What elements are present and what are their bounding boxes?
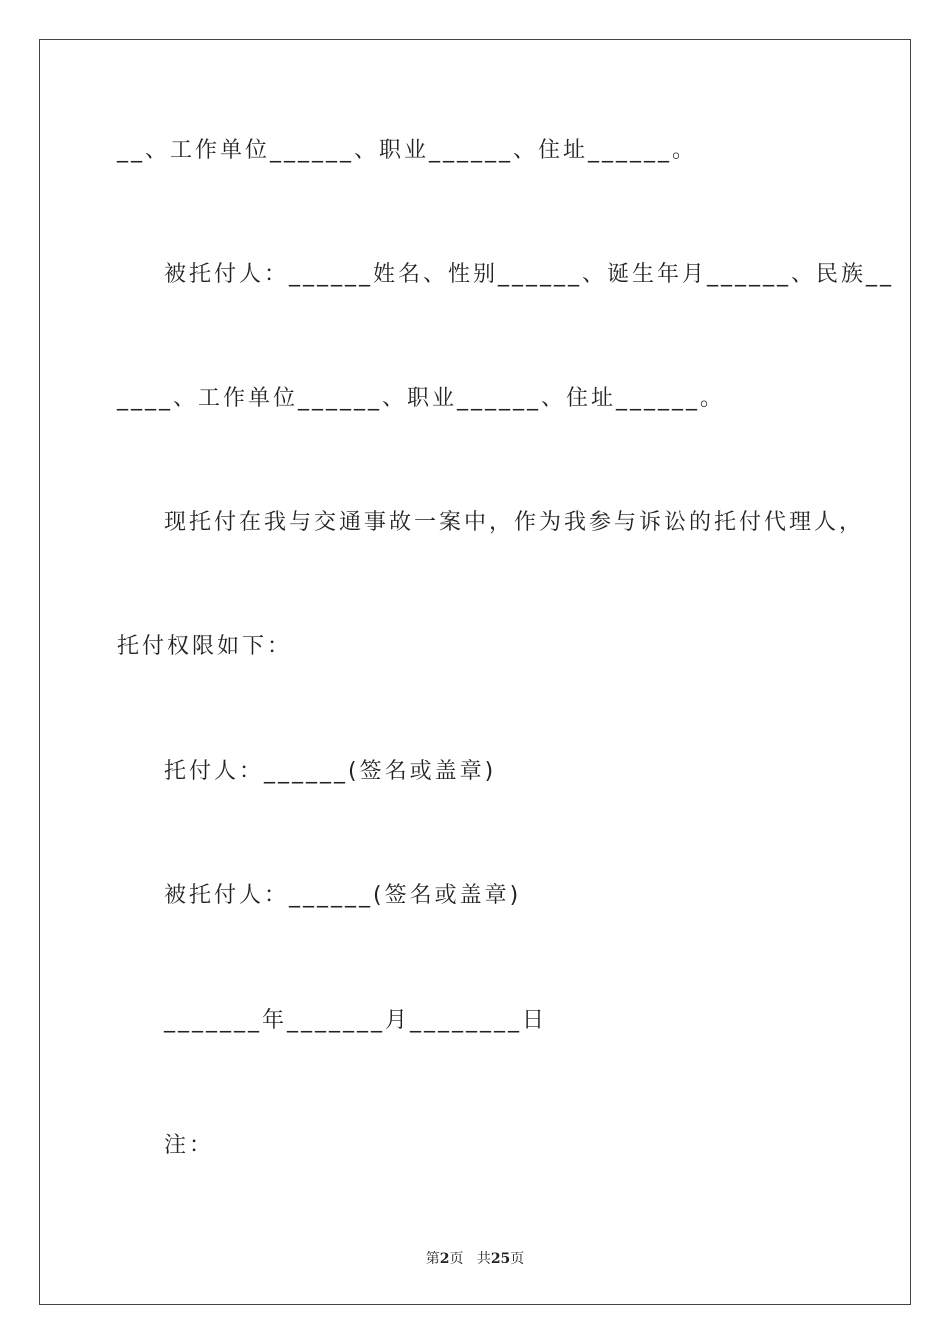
- footer-total-pages: 25: [490, 1251, 511, 1267]
- text-line-6: 托付人：______(签名或盖章): [164, 759, 497, 784]
- footer-page-suffix: 页: [449, 1251, 464, 1267]
- page-frame: [39, 39, 911, 1305]
- text-line-9: 注：: [164, 1133, 215, 1158]
- text-line-5: 托付权限如下：: [117, 634, 293, 659]
- text-line-8: _______年_______月________日: [164, 1008, 548, 1033]
- text-line-2: 被托付人：______姓名、性别______、诞生年月______、民族__: [164, 262, 895, 287]
- text-line-3: ____、工作单位______、职业______、住址______。: [117, 386, 726, 411]
- text-line-4: 现托付在我与交通事故一案中，作为我参与诉讼的托付代理人，: [164, 510, 865, 535]
- text-line-7: 被托付人：______(签名或盖章): [164, 883, 522, 908]
- footer-page-number: 2: [439, 1251, 450, 1267]
- page-footer: [0, 1248, 950, 1268]
- footer-total-suffix: 页: [510, 1251, 525, 1267]
- footer-page-prefix: 第: [425, 1251, 440, 1267]
- text-line-1: __、工作单位______、职业______、住址______。: [117, 138, 698, 163]
- footer-total-prefix: 共: [476, 1251, 491, 1267]
